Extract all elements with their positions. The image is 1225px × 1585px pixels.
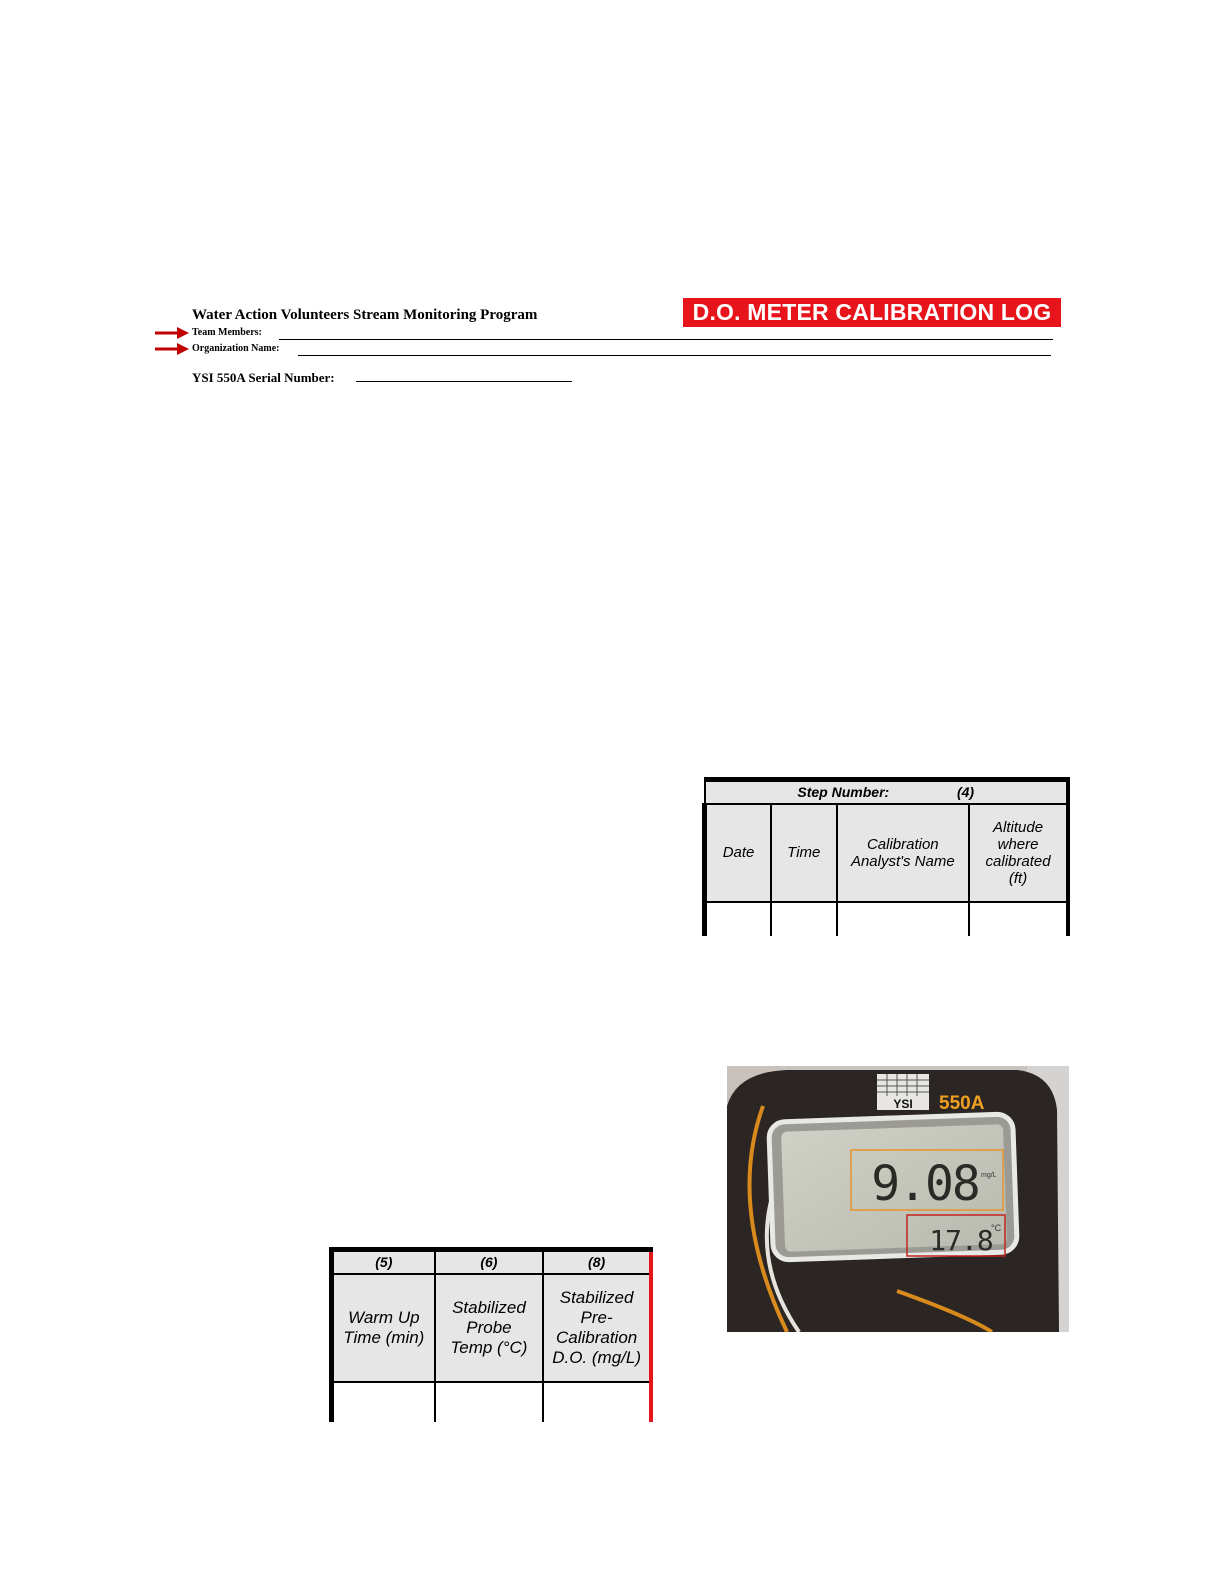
analyst-cell[interactable] (837, 902, 970, 936)
warm-up-time-cell[interactable] (332, 1382, 435, 1422)
do-reading: 9.08 (871, 1156, 979, 1212)
program-title: Water Action Volunteers Stream Monitoring Program (192, 307, 538, 323)
do-unit: mg/L (981, 1172, 997, 1179)
temp-unit: °C (991, 1223, 1002, 1233)
team-members-label: Team Members: (192, 327, 262, 338)
time-cell[interactable] (771, 902, 836, 936)
steps-5-8-table (329, 1247, 653, 1422)
arrow-icon (155, 343, 189, 355)
step-number-label: Step Number: (797, 784, 890, 801)
step-6-header: (6) (435, 1250, 544, 1274)
organization-field[interactable] (298, 355, 1051, 356)
serial-number-field[interactable] (356, 381, 572, 382)
column-header-warm-up-time: Warm Up Time (min) (332, 1274, 435, 1382)
organization-label: Organization Name: (192, 343, 280, 354)
serial-number-label: YSI 550A Serial Number: (192, 370, 335, 385)
team-members-field[interactable] (279, 339, 1053, 340)
temp-reading: 17.8 (929, 1224, 993, 1257)
column-header-date: Date (705, 804, 772, 902)
step-5-header: (5) (332, 1250, 435, 1274)
arrow-icon (155, 327, 189, 339)
step-number-value: (4) (956, 784, 975, 801)
step4-table (702, 777, 1070, 936)
date-cell[interactable] (705, 902, 772, 936)
column-header-pre-calibration-do: Stabilized Pre-Calibration D.O. (mg/L) (543, 1274, 651, 1382)
pre-calibration-do-cell[interactable] (543, 1382, 651, 1422)
calibration-log-title: D.O. METER CALIBRATION LOG (683, 298, 1061, 327)
meter-model-text: 550A (939, 1093, 985, 1114)
ysi-550a-meter-photo (727, 1066, 1069, 1332)
step-number-header (705, 780, 1069, 804)
column-header-probe-temp: Stabilized Probe Temp (°C) (435, 1274, 544, 1382)
step-8-header: (8) (543, 1250, 651, 1274)
meter-brand-text: YSI (893, 1097, 913, 1111)
column-header-altitude: Altitude where calibrated (ft) (969, 804, 1068, 902)
column-header-analyst: Calibration Analyst's Name (837, 804, 970, 902)
altitude-cell[interactable] (969, 902, 1068, 936)
probe-temp-cell[interactable] (435, 1382, 544, 1422)
column-header-time: Time (771, 804, 836, 902)
